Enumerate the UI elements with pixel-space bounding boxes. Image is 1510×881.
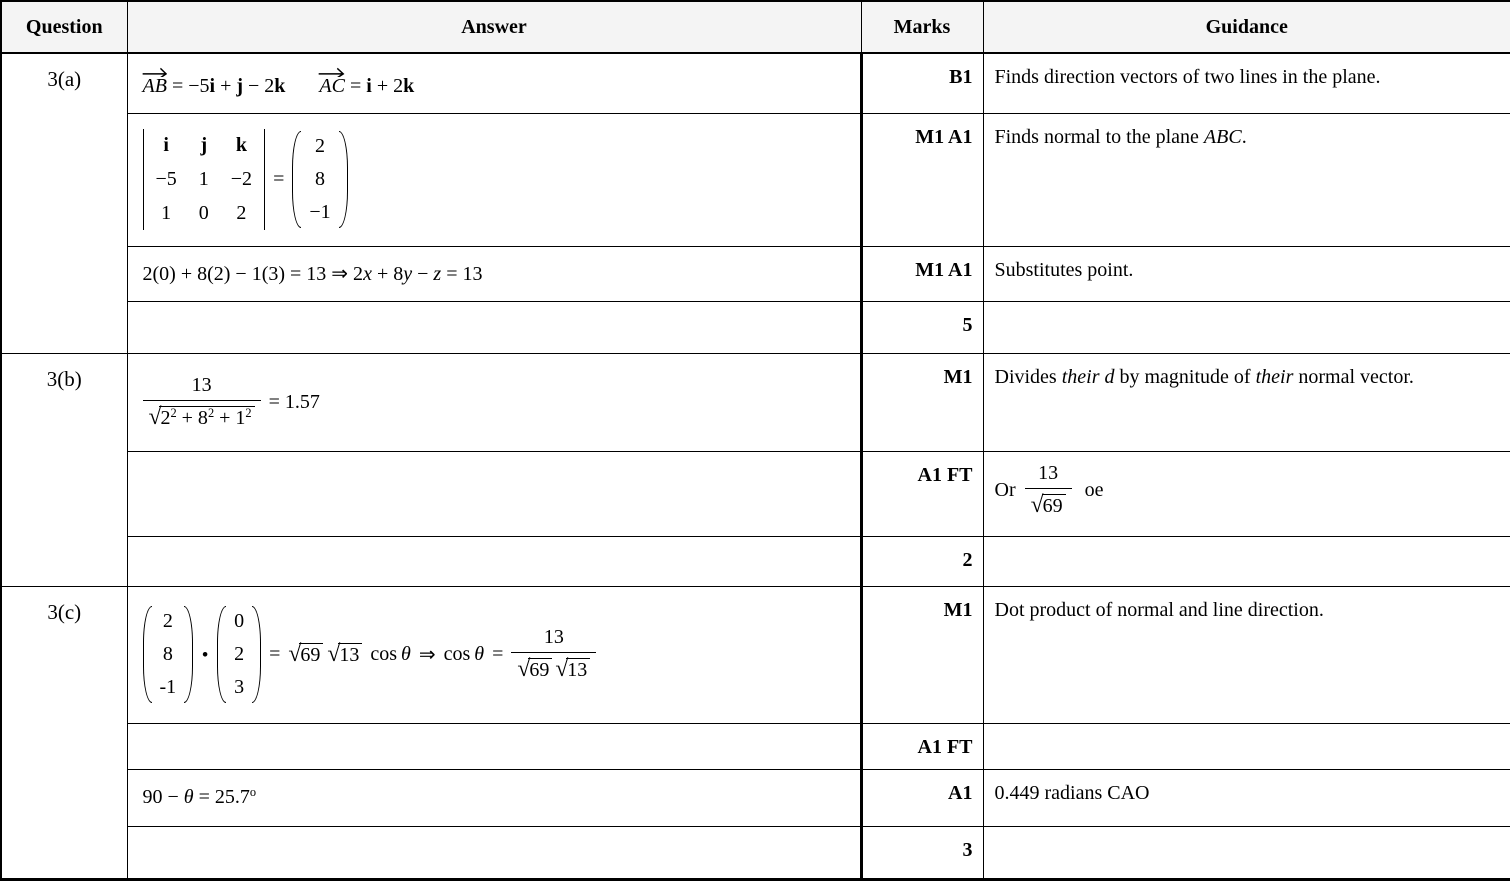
- math-text: = 25.7: [193, 786, 250, 809]
- answer-cell: [127, 246, 861, 301]
- question-cell-3b: 3(b): [1, 353, 127, 586]
- radical-sign: √: [148, 403, 162, 430]
- vector-entry: 8: [162, 643, 173, 665]
- equals-sign: =: [492, 643, 504, 665]
- vector-entries: [301, 131, 338, 228]
- theta-symbol: θ: [474, 643, 485, 665]
- vector-entry: 2: [162, 610, 173, 632]
- exponent: 2: [207, 405, 215, 420]
- table-row: [1, 826, 1510, 879]
- left-paren: [217, 606, 226, 703]
- math-text: = 13: [441, 263, 483, 285]
- exponent: 2: [170, 405, 177, 420]
- marks-cell: A1: [861, 769, 983, 826]
- radicand: 69: [1042, 494, 1066, 517]
- table-row: [1, 586, 1510, 723]
- vector-entries: [152, 606, 185, 703]
- guidance-cell: Substitutes point.: [983, 246, 1510, 301]
- determinant-matrix: [143, 129, 266, 230]
- column-header-answer: Answer: [127, 1, 861, 53]
- vector-ab-label: AB: [142, 74, 167, 97]
- guidance-cell: Finds direction vectors of two lines in the plane.: [983, 53, 1510, 113]
- cos-theta: [370, 643, 411, 666]
- vector-entry: 2: [314, 135, 325, 157]
- matrix-cell: i: [163, 134, 169, 156]
- guidance-cell: [983, 113, 1510, 246]
- square-root: [555, 656, 590, 683]
- vector-entry: 3: [234, 676, 245, 698]
- marks-cell: A1 FT: [861, 451, 983, 536]
- normal-vector: [143, 606, 194, 703]
- guidance-text: by magnitude of: [1114, 365, 1256, 388]
- fraction: [511, 626, 596, 683]
- alternative-answer: [995, 462, 1503, 519]
- guidance-cell: [983, 723, 1510, 769]
- column-header-question: Question: [1, 1, 127, 53]
- matrix-cell: 0: [198, 202, 209, 224]
- implies-sign: ⇒: [418, 644, 436, 666]
- matrix-cell: 2: [236, 202, 247, 224]
- guidance-italic: their d: [1061, 365, 1115, 388]
- guidance-cell: [983, 826, 1510, 879]
- guidance-text: oe: [1084, 478, 1104, 501]
- vector-entry: 2: [234, 643, 245, 665]
- fraction-numerator: 13: [1038, 461, 1059, 484]
- math-text: + 1: [214, 406, 246, 429]
- marks-cell: M1 A1: [861, 113, 983, 246]
- radical-sign: √: [327, 641, 341, 667]
- magnitudes: [288, 641, 362, 668]
- guidance-cell: [983, 536, 1510, 586]
- answer-cell: [127, 53, 861, 113]
- line-direction-vector: [217, 606, 261, 703]
- determinant-equation: [143, 129, 860, 230]
- marks-cell: M1: [861, 586, 983, 723]
- matrix-cell: k: [235, 134, 247, 156]
- marks-cell: B1: [861, 53, 983, 113]
- math-text: +: [215, 74, 237, 97]
- unit-vector-k: k: [274, 74, 286, 97]
- math-text: + 8: [371, 263, 404, 285]
- fraction-denominator: [511, 652, 596, 683]
- radicand: 69: [528, 658, 552, 681]
- fraction: [143, 374, 261, 431]
- answer-cell: [127, 353, 861, 451]
- table-row: [1, 723, 1510, 769]
- answer-cell: [127, 451, 861, 536]
- right-paren: [252, 606, 261, 703]
- dot-operator: •: [202, 644, 209, 664]
- guidance-text: .: [1241, 125, 1247, 148]
- fraction-numerator: 13: [543, 626, 564, 648]
- degree-symbol: o: [249, 785, 257, 800]
- square-root: [149, 404, 255, 431]
- answer-cell: [127, 113, 861, 246]
- fraction: [1025, 462, 1072, 519]
- marks-cell: M1 A1: [861, 246, 983, 301]
- answer-cell: [127, 826, 861, 879]
- table-row: [1, 536, 1510, 586]
- theta-symbol: θ: [183, 786, 194, 809]
- answer-cell: [127, 769, 861, 826]
- guidance-text: normal vector.: [1293, 365, 1414, 388]
- table-row: [1, 53, 1510, 113]
- var-x: x: [363, 263, 372, 285]
- cos-label: cos: [443, 643, 471, 665]
- direction-vectors-equation: [143, 69, 860, 98]
- math-text: 2: [160, 406, 171, 429]
- math-text: = −5: [166, 74, 210, 97]
- marks-cell: M1: [861, 353, 983, 451]
- guidance-italic: ABC: [1203, 125, 1242, 148]
- math-text: 90 −: [142, 786, 184, 809]
- right-paren: [339, 131, 348, 228]
- vector-entry: 8: [314, 168, 325, 190]
- vector-ab-equation: [143, 69, 286, 98]
- radicand: 69: [299, 643, 323, 666]
- radicand: [159, 406, 254, 429]
- guidance-text: Divides: [994, 365, 1062, 388]
- math-text: =: [344, 74, 367, 97]
- question-cell-3a: 3(a): [1, 53, 127, 353]
- normal-vector: [292, 131, 347, 228]
- right-paren: [184, 606, 193, 703]
- radicand: 13: [566, 658, 590, 681]
- math-text: − 2: [243, 74, 275, 97]
- fraction-denominator: [143, 400, 261, 431]
- plane-equation: [143, 263, 483, 285]
- distance-equation: [143, 374, 860, 431]
- var-z: z: [433, 263, 442, 285]
- math-text: −: [412, 263, 434, 285]
- vector-ac: [319, 75, 345, 98]
- radicand: 13: [338, 643, 362, 666]
- vector-entry: −1: [309, 201, 331, 223]
- matrix-cell: 1: [198, 168, 209, 190]
- cos-label: cos: [370, 643, 397, 665]
- matrix-cell: j: [200, 134, 208, 156]
- radical-sign: √: [1030, 491, 1044, 518]
- fraction-denominator: [1025, 488, 1072, 519]
- unit-vector-k: k: [403, 74, 415, 97]
- vector-arrow-icon: [318, 66, 345, 77]
- guidance-cell: [983, 353, 1510, 451]
- matrix-cell: 1: [161, 202, 172, 224]
- total-marks-cell: 2: [861, 536, 983, 586]
- left-paren: [292, 131, 301, 228]
- square-root: [1031, 492, 1066, 519]
- equals-sign: =: [269, 643, 281, 665]
- header-row: [1, 1, 1510, 53]
- total-marks-cell: 3: [861, 826, 983, 879]
- table-row: [1, 246, 1510, 301]
- dot-product-equation: [143, 606, 860, 703]
- math-text: = 1.57: [268, 390, 320, 413]
- marks-cell: A1 FT: [861, 723, 983, 769]
- answer-cell: [127, 723, 861, 769]
- matrix-cell: −5: [155, 168, 177, 190]
- fraction-numerator: 13: [191, 373, 212, 396]
- vector-ac-label: AC: [319, 74, 345, 97]
- square-root: [327, 641, 362, 668]
- vector-ab: [143, 75, 167, 98]
- answer-cell: [127, 586, 861, 723]
- question-cell-3c: 3(c): [1, 586, 127, 879]
- radical-sign: √: [555, 656, 569, 682]
- answer-cell: [127, 301, 861, 353]
- vector-entry: 0: [234, 610, 245, 632]
- column-header-guidance: Guidance: [983, 1, 1510, 53]
- guidance-text: Finds normal to the plane: [994, 125, 1204, 148]
- table-row: [1, 113, 1510, 246]
- theta-symbol: θ: [400, 643, 411, 665]
- left-paren: [143, 606, 152, 703]
- vector-arrow-icon: [142, 66, 167, 77]
- math-text: + 2: [371, 74, 404, 97]
- exponent: 2: [245, 405, 252, 420]
- guidance-italic: their: [1255, 365, 1294, 388]
- table-row: [1, 451, 1510, 536]
- table-row: [1, 769, 1510, 826]
- vector-ac-equation: [319, 69, 414, 98]
- equals-sign: =: [273, 168, 285, 190]
- guidance-cell: [983, 451, 1510, 536]
- matrix-cell: −2: [230, 168, 253, 190]
- vector-entry: -1: [159, 676, 177, 698]
- guidance-cell: 0.449 radians CAO: [983, 769, 1510, 826]
- math-text: 2(0) + 8(2) − 1(3) = 13 ⇒ 2: [142, 263, 364, 285]
- unit-vector-j: j: [236, 74, 244, 97]
- guidance-cell: [983, 301, 1510, 353]
- table-row: [1, 353, 1510, 451]
- angle-equation: [143, 786, 257, 808]
- cos-theta: [444, 643, 485, 666]
- total-marks-cell: 5: [861, 301, 983, 353]
- guidance-text: Or: [994, 478, 1016, 501]
- square-root: [288, 641, 323, 668]
- column-header-marks: Marks: [861, 1, 983, 53]
- vector-entries: [226, 606, 252, 703]
- unit-vector-i: i: [366, 74, 372, 97]
- table-row: [1, 301, 1510, 353]
- radical-sign: √: [517, 656, 531, 682]
- radical-sign: √: [288, 641, 302, 667]
- unit-vector-i: i: [209, 74, 216, 97]
- guidance-cell: Dot product of normal and line direction.: [983, 586, 1510, 723]
- math-text: + 8: [176, 406, 208, 429]
- square-root: [517, 656, 552, 683]
- var-y: y: [403, 263, 413, 285]
- answer-cell: [127, 536, 861, 586]
